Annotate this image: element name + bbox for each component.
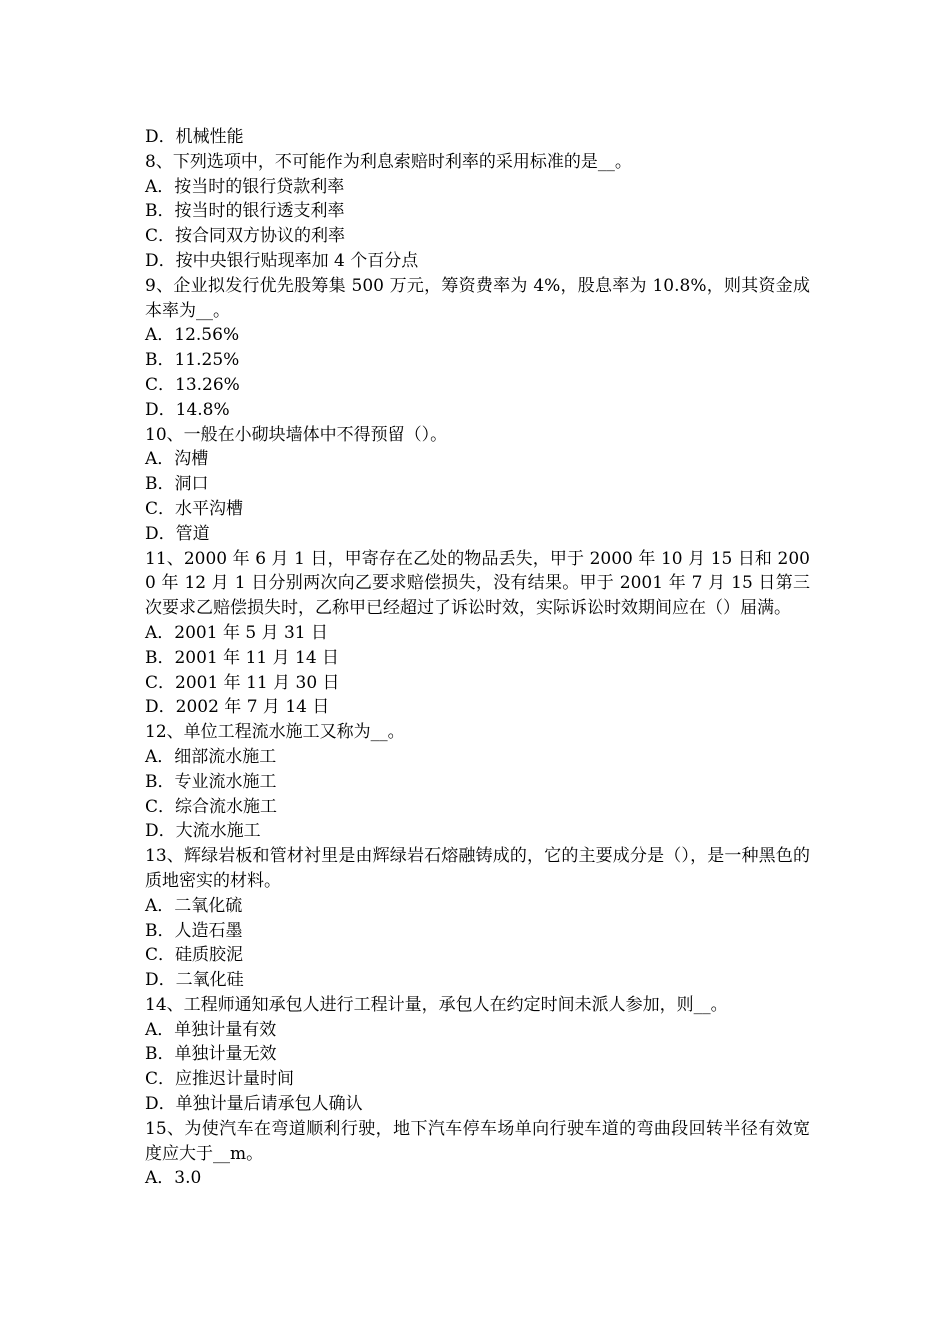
question-stem: 10、一般在小砌块墙体中不得预留（）。 xyxy=(145,424,448,445)
option-line: D．14.8% xyxy=(145,399,230,420)
question-stem: 9、企业拟发行优先股筹集 500 万元，筹资费率为 4%，股息率为 10.8%，则其资金成本率为__。 xyxy=(145,275,810,321)
option-line: C．2001 年 11 月 30 日 xyxy=(145,672,340,693)
option-line: D．二氧化硅 xyxy=(145,970,244,991)
option-line: A．二氧化硫 xyxy=(145,895,243,916)
option-line: A．12.56% xyxy=(145,325,240,346)
option-line: B．单独计量无效 xyxy=(145,1044,277,1065)
option-line: C．水平沟槽 xyxy=(145,498,244,519)
question-stem: 8、下列选项中，不可能作为利息索赔时利率的采用标准的是__。 xyxy=(145,151,632,172)
option-line: A．2001 年 5 月 31 日 xyxy=(145,622,329,643)
option-line: C．硅质胶泥 xyxy=(145,945,244,966)
option-line: B．11.25% xyxy=(145,350,240,371)
option-line: A．3.0 xyxy=(145,1168,202,1189)
option-line: D．机械性能 xyxy=(145,127,244,147)
option-line: C．应推迟计量时间 xyxy=(145,1069,295,1090)
option-line: D．管道 xyxy=(145,523,210,544)
option-line: A．按当时的银行贷款利率 xyxy=(145,176,345,197)
option-line: B．2001 年 11 月 14 日 xyxy=(145,647,340,668)
question-stem: 14、工程师通知承包人进行工程计量，承包人在约定时间未派人参加，则__。 xyxy=(145,994,728,1015)
option-line: C．综合流水施工 xyxy=(145,796,278,817)
option-line: B．人造石墨 xyxy=(145,920,243,941)
option-line: D．2002 年 7 月 14 日 xyxy=(145,697,330,718)
option-line: B．洞口 xyxy=(145,474,209,495)
option-line: D．按中央银行贴现率加 4 个百分点 xyxy=(145,250,419,271)
question-stem: 13、辉绿岩板和管材衬里是由辉绿岩石熔融铸成的，它的主要成分是（），是一种黑色的质地密实的材料。 xyxy=(145,846,810,891)
option-line: B．专业流水施工 xyxy=(145,771,277,792)
option-line: C．13.26% xyxy=(145,374,240,395)
option-line: C．按合同双方协议的利率 xyxy=(145,226,346,247)
option-line: A．单独计量有效 xyxy=(145,1019,277,1040)
option-line: D．单独计量后请承包人确认 xyxy=(145,1094,363,1115)
option-line: A．沟槽 xyxy=(145,449,209,470)
document-body xyxy=(145,125,810,1191)
option-line: D．大流水施工 xyxy=(145,821,261,842)
question-stem: 15、为使汽车在弯道顺利行驶，地下汽车停车场单向行驶车道的弯曲段回转半径有效宽度应大于__m。 xyxy=(145,1118,810,1164)
option-line: B．按当时的银行透支利率 xyxy=(145,201,345,222)
question-stem: 12、单位工程流水施工又称为__。 xyxy=(145,722,405,743)
question-stem: 11、2000 年 6 月 1 日，甲寄存在乙处的物品丢失，甲于 2000 年 10 月 15 日和 2000 年 12 月 1 日分别两次向乙要求赔偿损失，没有结果。甲于 2001 年 7 月 15 日第三次要求乙赔偿损失时，乙称甲已经超过了诉讼时效，实际诉讼时效期间应在（）届满。 xyxy=(145,548,810,619)
option-line: A．细部流水施工 xyxy=(145,746,277,767)
